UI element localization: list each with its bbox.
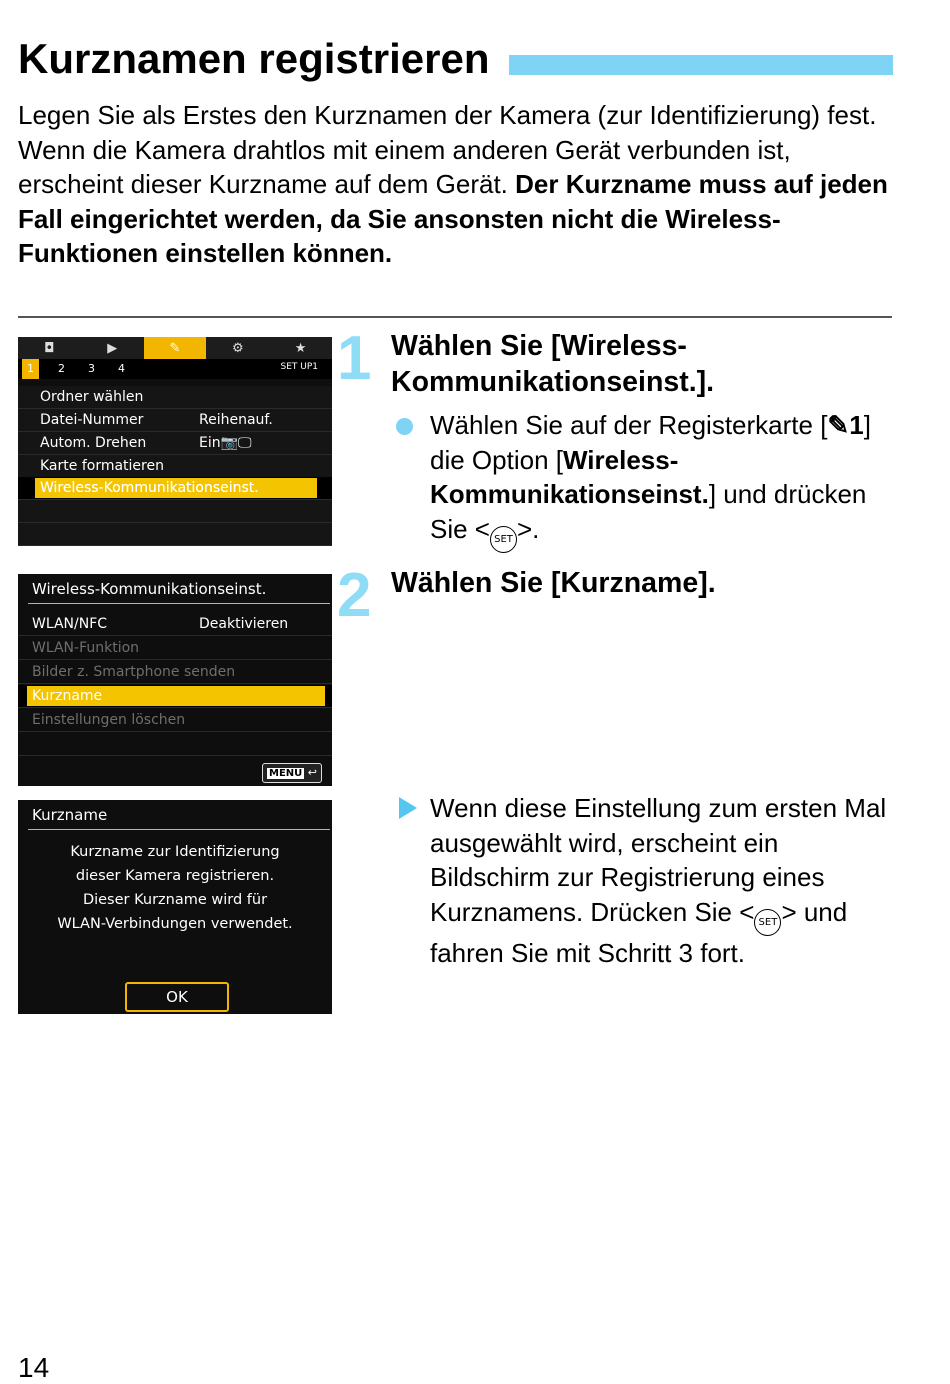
step-1-instruction — [430, 408, 900, 553]
menu-row-empty — [18, 523, 332, 546]
wrench-icon: ✎ — [144, 337, 207, 359]
step-2-result — [430, 791, 905, 971]
message-line: WLAN-Verbindungen verwendet. — [57, 916, 293, 932]
wrench-icon: ✎ — [827, 410, 850, 440]
option-name: Wireless-Kommunikationseinst. — [430, 444, 709, 510]
menu-row-empty — [18, 500, 332, 523]
row-value: Deaktivieren — [199, 616, 289, 632]
menu-row — [18, 613, 332, 636]
text: >. — [517, 514, 540, 545]
title-underline — [28, 829, 330, 830]
camera-screen-nickname — [18, 800, 332, 1014]
row-label: Autom. Drehen — [40, 435, 147, 451]
subtab-bar — [18, 359, 332, 379]
step-1-title: Wählen Sie [Wireless-Kommunikationseinst.]. — [391, 330, 715, 398]
text: > und fahren Sie mit Schritt 3 fort. — [430, 897, 848, 969]
set-button-icon: SET — [754, 909, 781, 936]
intro-paragraph-1: Legen Sie als Erstes den Kurznamen der Kamera (zur Identifizierung) fest. — [18, 100, 877, 130]
camera-screen-wireless — [18, 574, 332, 786]
title-accent-bar — [509, 55, 893, 75]
screen-title: Wireless-Kommunikationseinst. — [32, 580, 267, 598]
page-number: 14 — [18, 1352, 50, 1383]
text: ] und drücken Sie < — [430, 479, 867, 545]
row-label: Datei-Nummer — [40, 412, 144, 428]
row-label: Karte formatieren — [40, 458, 164, 474]
set-button-icon: SET — [490, 526, 517, 553]
menu-label: MENU — [269, 768, 303, 779]
row-label: WLAN/NFC — [32, 616, 108, 632]
page-title: Kurznamen registrieren — [18, 35, 490, 82]
star-icon: ★ — [294, 340, 307, 356]
menu-row — [18, 409, 332, 432]
subtab-1: 1 — [22, 359, 39, 379]
nickname-message — [18, 840, 332, 936]
row-label: Wireless-Kommunikationseinst. — [40, 480, 259, 496]
menu-row — [18, 386, 332, 409]
menu-back-button — [262, 763, 322, 783]
message-line: dieser Kamera registrieren. — [75, 868, 275, 884]
intro-normal: Wenn die Kamera drahtlos mit einem anderen Gerät verbunden ist, erscheint dieser Kurzname auf dem Gerät. — [18, 134, 791, 199]
title-underline — [28, 603, 330, 604]
screen-title: Kurzname — [32, 806, 108, 824]
camera-screen-setup — [18, 337, 332, 546]
subtab-4: 4 — [118, 362, 125, 375]
camera-icon: ◘ — [44, 340, 55, 356]
intro-text — [18, 98, 898, 271]
tab-ref: 1 — [849, 410, 864, 440]
subtab-label: SET UP1 — [280, 362, 318, 372]
menu-row-disabled — [18, 637, 332, 660]
ok-button: OK — [125, 982, 229, 1012]
intro-bold: Der Kurzname muss auf jeden Fall eingerichtet werden, da Sie ansonsten nicht die Wireless-Funktionen einstellen können. — [18, 169, 888, 268]
row-value: Reihenauf. — [199, 412, 273, 428]
bullet-dot-icon — [396, 418, 413, 435]
result-arrow-icon — [399, 797, 417, 819]
row-value: Ein📷🖵 — [199, 435, 252, 451]
row-label: WLAN-Funktion — [32, 640, 140, 656]
text: Wählen Sie auf der Registerkarte [ — [430, 410, 828, 440]
menu-row-selected — [18, 685, 332, 708]
custom-function-icon: ⚙ — [231, 340, 244, 356]
menu-row-selected — [18, 477, 332, 500]
intro-paragraph-2 — [18, 133, 898, 271]
menu-row — [18, 432, 332, 455]
divider — [18, 316, 892, 318]
subtab-3: 3 — [88, 362, 95, 375]
row-label: Ordner wählen — [40, 389, 144, 405]
text: ] die Option [ — [430, 410, 871, 475]
message-line: Dieser Kurzname wird für — [82, 892, 268, 908]
subtab-2: 2 — [58, 362, 65, 375]
menu-row — [18, 455, 332, 478]
step-number-1: 1 — [337, 324, 372, 393]
playback-icon: ▶ — [107, 340, 118, 356]
message-line: Kurzname zur Identifizierung — [70, 844, 280, 860]
row-label: Bilder z. Smartphone senden — [32, 664, 236, 680]
row-label: Einstellungen löschen — [32, 712, 186, 728]
row-label: Kurzname — [32, 688, 103, 704]
step-2-title: Wählen Sie [Kurzname]. — [391, 567, 716, 599]
text: Wenn diese Einstellung zum ersten Mal ausgewählt wird, erscheint ein Bildschirm zur Registrierung eines Kurznamens. Drücken Sie < — [430, 793, 887, 928]
menu-row-disabled — [18, 709, 332, 732]
step-number-2: 2 — [337, 561, 372, 630]
back-icon: ↩ — [307, 766, 317, 779]
menu-tabbar — [18, 337, 332, 359]
menu-row-disabled — [18, 661, 332, 684]
menu-row-empty — [18, 733, 332, 756]
